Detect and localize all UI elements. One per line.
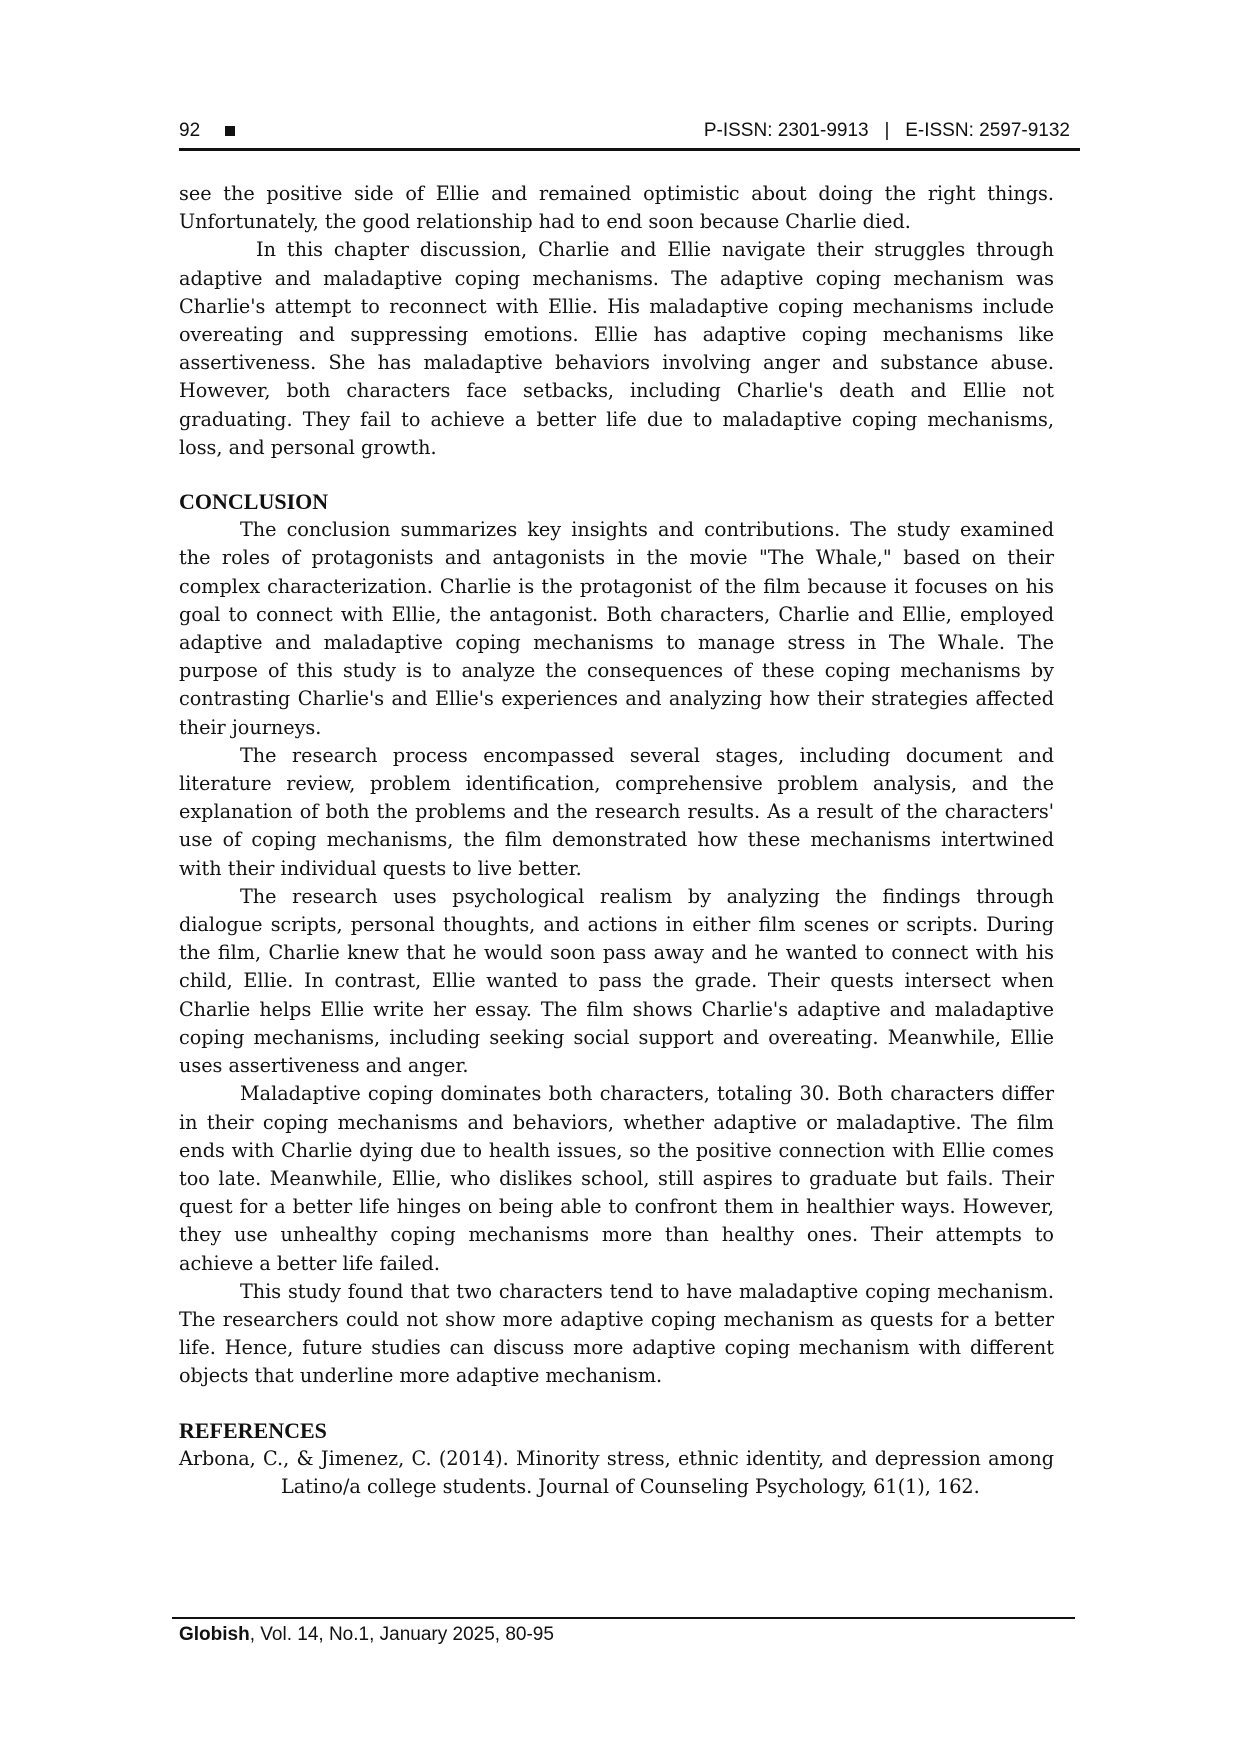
- paragraph: In this chapter discussion, Charlie and Ellie navigate their struggles through adaptive and maladaptive coping mechanisms. The adaptive coping mechanism was Charlie's attempt to reconnect with Ellie. His maladaptive coping mechanisms include overeating and suppressing emotions. Ellie has adaptive coping mechanisms like assertiveness. She has maladaptive behaviors involving anger and substance abuse. However, both characters face setbacks, including Charlie's death and Ellie not graduating. They fail to achieve a better life due to maladaptive coping mechanisms, loss, and personal growth.: [179, 238, 1054, 459]
- page-number: 92: [179, 120, 201, 141]
- header-rule: [179, 148, 1080, 151]
- paragraph: Maladaptive coping dominates both characters, totaling 30. Both characters differ in their coping mechanisms and behaviors, whether adaptive or maladaptive. The film ends with Charlie dying due to health issues, so the positive connection with Ellie comes too late. Meanwhile, Ellie, who dislikes school, still aspires to graduate but fails. Their quest for a better life hinges on being able to confront them in healthier ways. However, they use unhealthy coping mechanisms more than healthy ones. Their attempts to achieve a better life failed.: [179, 1082, 1054, 1275]
- page-footer: [179, 1624, 554, 1646]
- journal-name: Globish: [179, 1624, 250, 1645]
- square-bullet-icon: [225, 126, 235, 136]
- paragraph: The conclusion summarizes key insights and contributions. The study examined the roles of protagonists and antagonists in the movie "The Whale," based on their complex characterization. Charlie is the protagonist of the film because it focuses on his goal to connect with Ellie, the antagonist. Both characters, Charlie and Ellie, employed adaptive and maladaptive coping mechanisms to manage stress in The Whale. The purpose of this study is to analyze the consequences of these coping mechanisms by contrasting Charlie's and Ellie's experiences and analyzing how their strategies affected their journeys.: [179, 518, 1054, 739]
- paragraph: see the positive side of Ellie and remained optimistic about doing the right things. Unfortunately, the good relationship had to end soon because Charlie died.: [179, 182, 1054, 234]
- conclusion-heading: CONCLUSION: [179, 489, 329, 515]
- article-body: [179, 180, 1054, 1501]
- paragraph: The research process encompassed several stages, including document and literature review, problem identification, comprehensive problem analysis, and the explanation of both the problems and the research results. As a result of the characters' use of coping mechanisms, the film demonstrated how these mechanisms intertwined with their individual quests to live better.: [179, 743, 1054, 880]
- page-header: [179, 120, 1080, 150]
- issn-label: P-ISSN: 2301-9913 | E-ISSN: 2597-9132: [703, 120, 1070, 141]
- reference-item: Arbona, C., & Jimenez, C. (2014). Minority stress, ethnic identity, and depression among Latino/a college students. Journal of Counseling Psychology, 61(1), 162.: [179, 1446, 1054, 1498]
- journal-details: , Vol. 14, No.1, January 2025, 80-95: [249, 1624, 554, 1645]
- paragraph: This study found that two characters tend to have maladaptive coping mechanism. The researchers could not show more adaptive coping mechanism as quests for a better life. Hence, future studies can discuss more adaptive coping mechanism with different objects that underline more adaptive mechanism.: [179, 1279, 1054, 1388]
- paragraph: The research uses psychological realism by analyzing the findings through dialogue scripts, personal thoughts, and actions in either film scenes or scripts. During the film, Charlie knew that he would soon pass away and he wanted to connect with his child, Ellie. In contrast, Ellie wanted to pass the grade. Their quests intersect when Charlie helps Ellie write her essay. The film shows Charlie's adaptive and maladaptive coping mechanisms, including seeking social support and overeating. Meanwhile, Ellie uses assertiveness and anger.: [179, 884, 1054, 1078]
- references-heading: REFERENCES: [179, 1417, 327, 1443]
- footer-rule: [172, 1617, 1075, 1619]
